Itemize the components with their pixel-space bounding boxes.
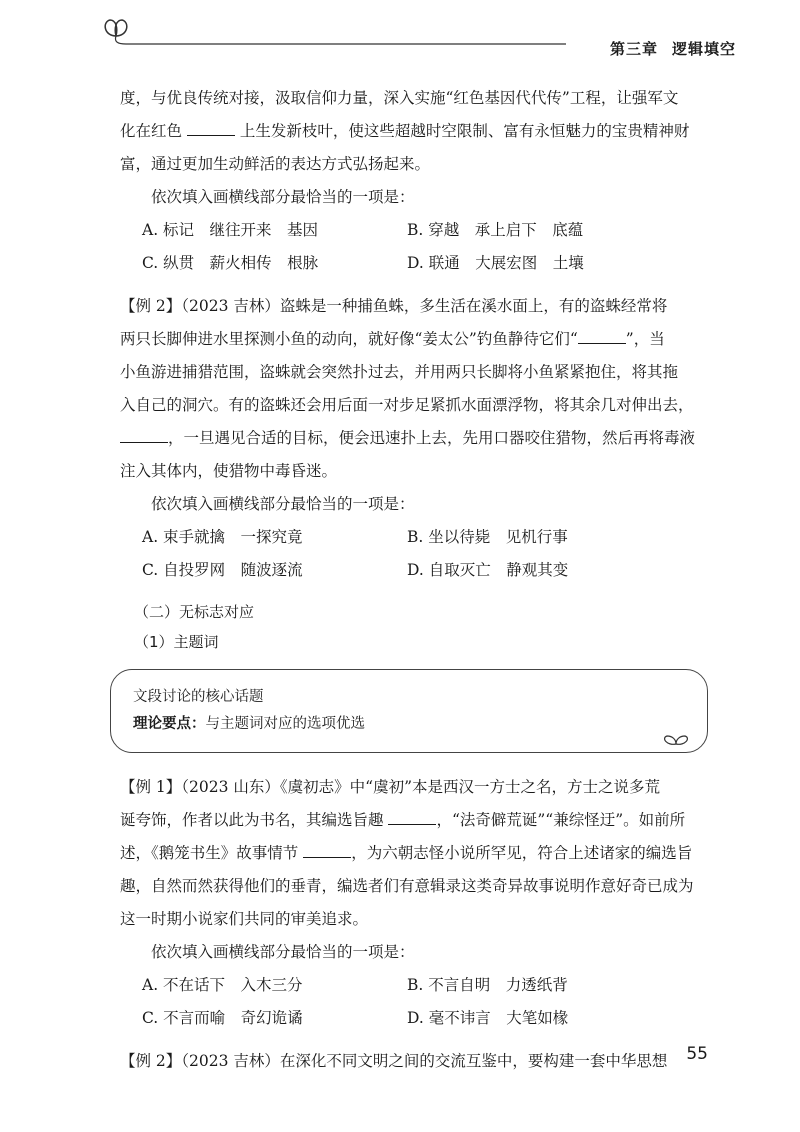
option-b: B. 坐以待毙 见机行事 (407, 528, 568, 546)
chapter-number: 第三章 (609, 40, 658, 58)
question-prompt: 依次填入画横线部分最恰当的一项是： (151, 943, 415, 961)
chapter-title: 逻辑填空 (671, 40, 736, 58)
leaf-ornament-icon (659, 732, 693, 748)
options-grid (120, 521, 710, 587)
example-line: 述，《鹅笼书生》故事情节 ，为六朝志怪小说所罕见，符合上述诸家的编选旨 (120, 844, 693, 862)
page-body (120, 82, 710, 1078)
option-a: A. 不在话下 入木三分 (142, 976, 303, 994)
theory-box (110, 669, 708, 753)
blank-line (303, 843, 351, 858)
example-line: 【例 2】（2023 吉林）在深化不同文明之间的交流互鉴中，要构建一套中华思想 (120, 1052, 668, 1070)
option-c: C. 不言而喻 奇幻诡谲 (142, 1009, 303, 1027)
section-heading: （二）无标志对应 (134, 603, 255, 621)
option-b: B. 不言自明 力透纸背 (407, 976, 568, 994)
example-line: 入自己的洞穴。有的盗蛛还会用后面一对步足紧抓水面漂浮物，将其余几对伸出去， (120, 396, 694, 414)
option-d: D. 自取灭亡 静观其变 (407, 561, 569, 579)
example-line: 这一时期小说家们共同的审美追求。 (120, 910, 369, 928)
option-d: D. 毫不讳言 大笔如椽 (407, 1009, 569, 1027)
blank-line (388, 810, 436, 825)
example-line: 【例 2】（2023 吉林）盗蛛是一种捕鱼蛛，多生活在溪水面上，有的盗蛛经常将 (120, 297, 668, 315)
option-a: A. 束手就擒 一探究竟 (142, 528, 303, 546)
example-line: 注入其体内，使猎物中毒昏迷。 (120, 462, 338, 480)
example-line: 两只长脚伸进水里探测小鱼的动向，就好像“姜太公”钓鱼静待它们“ ”，当 (120, 330, 665, 348)
subsection-heading: （1）主题词 (134, 633, 219, 651)
box-line: 文段讨论的核心话题 (133, 689, 264, 705)
paragraph-line: 化在红色 上生发新枝叶，使这些超越时空限制、富有永恒魅力的宝贵精神财 (120, 122, 690, 140)
options-grid (120, 969, 710, 1035)
question-prompt: 依次填入画横线部分最恰当的一项是： (151, 188, 415, 206)
paragraph-line: 富，通过更加生动鲜活的表达方式弘扬起来。 (120, 155, 431, 173)
page-number: 55 (686, 1044, 708, 1064)
paragraph-line: 度，与优良传统对接，汲取信仰力量，深入实施“红色基因代代传”工程，让强军文 (120, 89, 679, 107)
box-line: 理论要点：与主题词对应的选项优选 (133, 716, 365, 732)
option-b: B. 穿越 承上启下 底蕴 (407, 221, 584, 239)
page-header (96, 8, 736, 58)
option-c: C. 自投罗网 随波逐流 (142, 561, 303, 579)
blank-line (120, 428, 168, 443)
example-line: 趣，自然而然获得他们的垂青，编选者们有意辑录这类奇异故事说明作意好奇已成为 (120, 877, 694, 895)
option-c: C. 纵贯 薪火相传 根脉 (142, 254, 319, 272)
blank-line (578, 329, 626, 344)
example-line: ，一旦遇见合适的目标，便会迅速扑上去，先用口器咬住猎物，然后再将毒液 (120, 422, 710, 455)
blank-line (187, 121, 235, 136)
option-d: D. 联通 大展宏图 土壤 (407, 254, 584, 272)
chapter-heading (610, 38, 736, 59)
question-prompt: 依次填入画横线部分最恰当的一项是： (151, 495, 415, 513)
option-a: A. 标记 继往开来 基因 (142, 221, 319, 239)
example-line: 小鱼游进捕猎范围，盗蛛就会突然扑过去，并用两只长脚将小鱼紧紧抱住，将其拖 (120, 363, 679, 381)
example-line: 诞夸饰，作者以此为书名，其编选旨趣 ，“法奇僻荒诞”“兼综怪迂”。如前所 (120, 811, 686, 829)
options-grid (120, 214, 710, 280)
example-line: 【例 1】（2023 山东）《虞初志》中“虞初”本是西汉一方士之名，方士之说多荒 (120, 778, 661, 796)
